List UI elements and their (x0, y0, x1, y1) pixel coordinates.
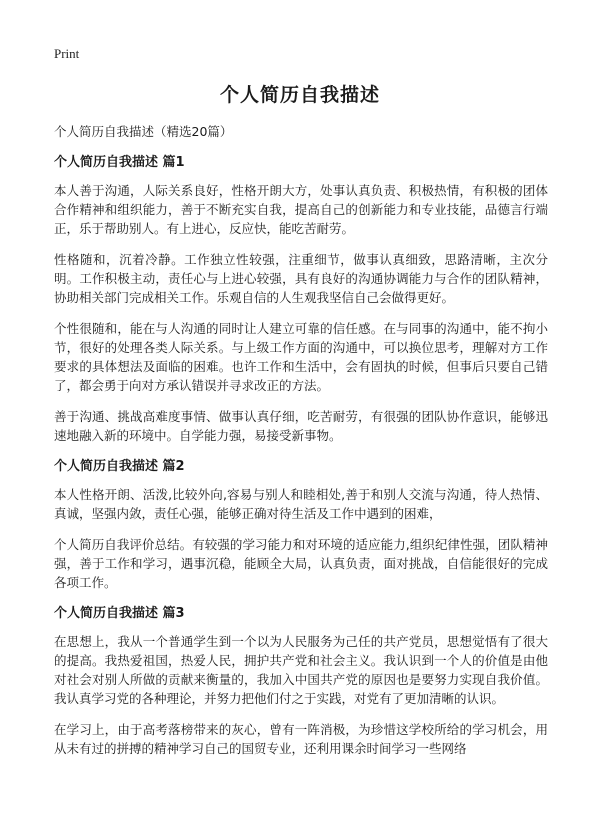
document-title: 个人简历自我描述 (219, 84, 380, 106)
paragraph: 在思想上，我从一个普通学生到一个以为人民服务为己任的共产党员，思想觉悟有了很大的提高。我热爱祖国，热爱人民，拥护共产党和社会主义。我认识到一个人的价值是由他对社会对别人所做的贡献来衡量的，我加入中国共产党的原因也是要努力实现自我价值。我认真学习党的各种理论，并努力把他们付之于实践，对党有了更加清晰的认识。 (54, 634, 548, 706)
print-link[interactable]: Print (54, 46, 80, 61)
paragraph: 本人性格开朗、活泼,比较外向,容易与别人和睦相处,善于和别人交流与沟通，待人热情、真诚，坚强内敛，责任心强，能够正确对待生活及工作中遇到的困难， (54, 487, 548, 521)
section-3 (54, 604, 548, 758)
paragraph: 性格随和，沉着冷静。工作独立性较强，注重细节，做事认真细致，思路清晰，主次分明。工作积极主动，责任心与上进心较强，具有良好的沟通协调能力与合作的团队精神，协助相关部门完成相关工作。乐观自信的人生观我坚信自己会做得更好。 (54, 252, 548, 305)
paragraph: 在学习上，由于高考落榜带来的灰心，曾有一阵消极，为珍惜这学校所给的学习机会，用从未有过的拼搏的精神学习自己的国贸专业，还利用课余时间学习一些网络 (54, 722, 548, 756)
paragraph: 个人简历自我评价总结。有较强的学习能力和对环境的适应能力,组织纪律性强，团队精神强，善于工作和学习，遇事沉稳，能顾全大局，认真负责，面对挑战，自信能很好的完成各项工作。 (54, 537, 548, 590)
paragraph: 个性很随和，能在与人沟通的同时让人建立可靠的信任感。在与同事的沟通中，能不拘小节，很好的处理各类人际关系。与上级工作方面的沟通中，可以换位思考，理解对方工作要求的具体想法及面临的困难。也许工作和生活中，会有固执的时候，但事后只要自己错了，都会勇于向对方承认错误并寻求改正的方法。 (54, 321, 548, 393)
paragraph: 善于沟通、挑战高难度事情、做事认真仔细，吃苦耐劳，有很强的团队协作意识，能够迅速地融入新的环境中。自学能力强，易接受新事物。 (54, 409, 548, 443)
paragraph: 本人善于沟通，人际关系良好，性格开朗大方，处事认真负责、积极热情，有积极的团体合作精神和组织能力，善于不断充实自我，提高自己的创新能力和专业技能，品德言行端正，乐于帮助别人。有上进心，反应快，能吃苦耐劳。 (54, 183, 548, 236)
section-heading: 个人简历自我描述 篇1 (54, 155, 185, 170)
section-heading: 个人简历自我描述 篇3 (54, 606, 185, 621)
document-subtitle: 个人简历自我描述（精选20篇） (54, 124, 233, 139)
section-heading: 个人简历自我描述 篇2 (54, 459, 185, 474)
document-body (54, 122, 548, 770)
section-1 (54, 153, 548, 445)
section-2 (54, 457, 548, 592)
